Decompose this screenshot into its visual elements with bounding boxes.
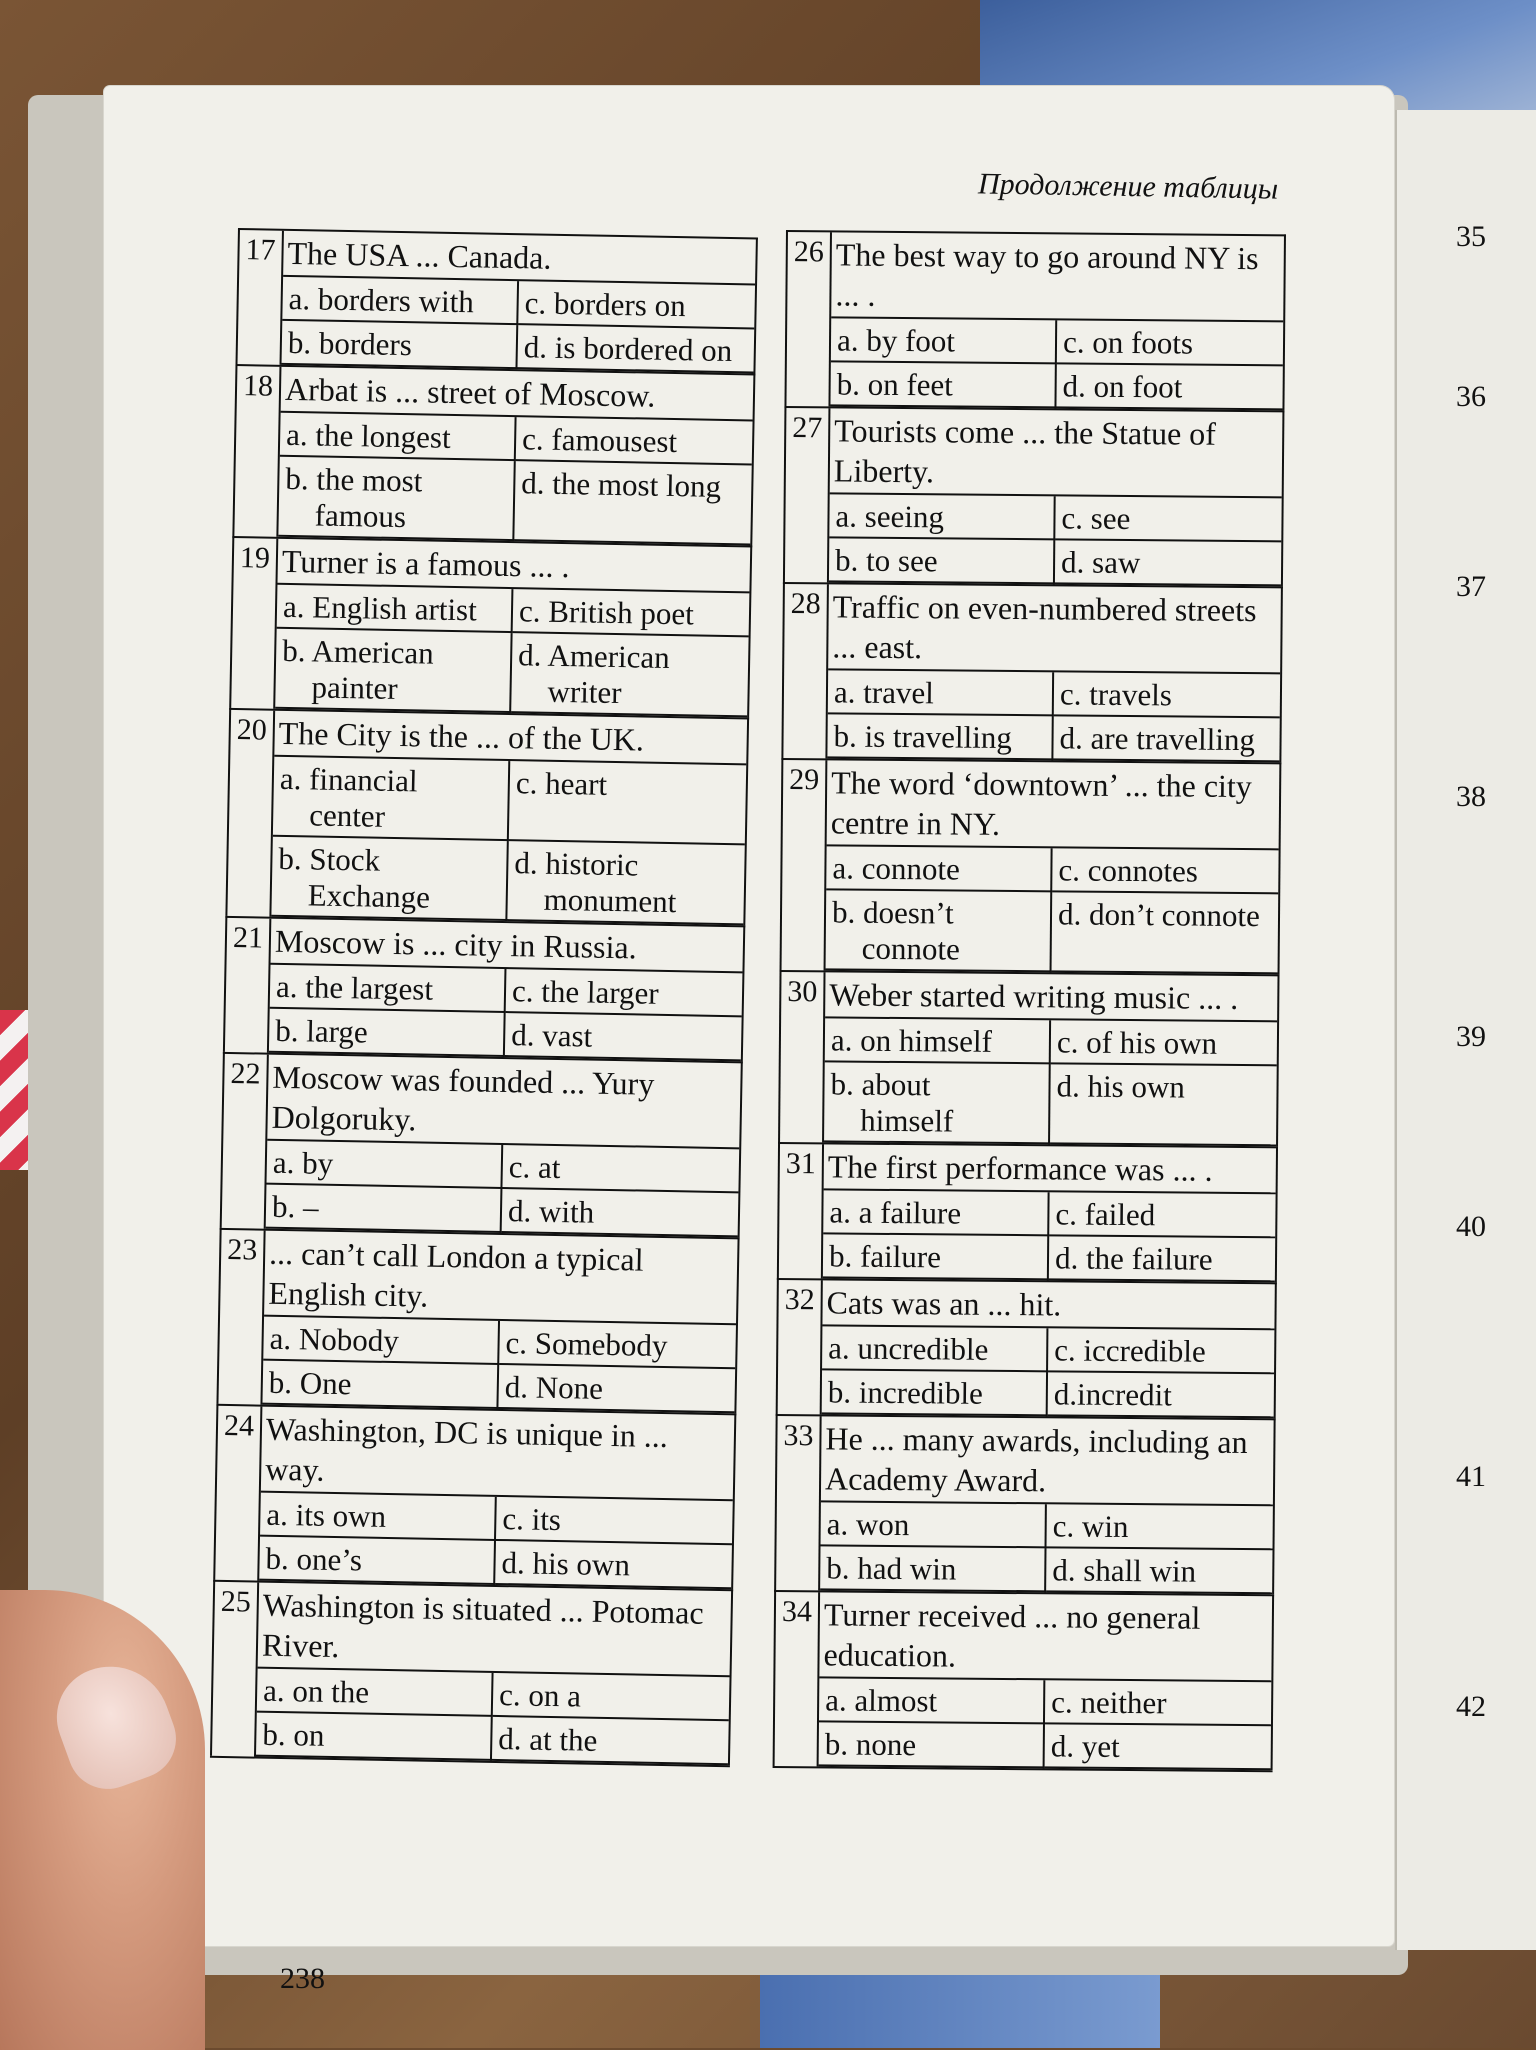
answer-option-text: b. on — [262, 1716, 325, 1753]
answer-option-continuation: connote — [861, 930, 961, 967]
question-item — [774, 1414, 1276, 1594]
answer-option — [495, 1541, 732, 1589]
answer-option — [1045, 1724, 1271, 1770]
question-item — [780, 758, 1282, 974]
answer-option-text: a. seeing — [835, 498, 945, 535]
question-item — [229, 536, 752, 718]
answer-option-text: d. yet — [1050, 1728, 1120, 1764]
answer-option-text: d. None — [504, 1369, 604, 1406]
answer-option — [275, 629, 512, 713]
facing-page-item-number: 36 — [1456, 380, 1486, 413]
answer-option-text: c. British poet — [518, 593, 695, 632]
answer-option-text: d. with — [507, 1193, 595, 1230]
page-header: Продолжение таблицы — [977, 167, 1279, 206]
answer-option-text: d. don’t connote — [1057, 896, 1260, 934]
answer-option-text: b. about — [830, 1066, 931, 1103]
question-text: The USA ... Canada. — [283, 231, 756, 286]
question-item — [777, 1142, 1278, 1282]
answer-option — [821, 1502, 1047, 1548]
answer-option-text: d. American — [517, 637, 671, 675]
answer-option — [831, 318, 1057, 364]
answer-option-text: a. the largest — [275, 968, 434, 1007]
answer-option-text: d. the most long — [521, 465, 722, 504]
question-text: Tourists come ... the Statue of Liberty. — [830, 408, 1283, 498]
answer-option-text: c. travels — [1059, 676, 1173, 713]
answer-option-text: d. is bordered on — [523, 329, 733, 369]
answer-option-text: c. famousest — [521, 421, 678, 460]
answer-option — [517, 325, 754, 373]
answer-option — [830, 362, 1056, 408]
question-text: Turner is a famous ... . — [277, 539, 750, 594]
answer-option — [829, 494, 1055, 540]
answer-option-continuation: painter — [311, 669, 398, 707]
answer-option — [1049, 1192, 1275, 1238]
answer-option — [822, 1326, 1048, 1372]
question-number: 31 — [779, 1144, 824, 1278]
question-text: The first performance was ... . — [824, 1144, 1276, 1194]
answer-option — [518, 281, 755, 329]
answer-option — [1055, 496, 1281, 542]
answer-option — [271, 837, 508, 921]
question-number: 28 — [783, 584, 829, 758]
answer-option — [825, 1018, 1051, 1064]
answer-option-text: c. the larger — [511, 973, 659, 1011]
answer-option-text: a. its own — [266, 1496, 387, 1534]
answer-option-text: b. One — [268, 1364, 352, 1402]
answer-option-text: c. borders on — [524, 285, 686, 324]
answer-option-text: c. connotes — [1058, 852, 1199, 889]
answer-option-text: a. almost — [825, 1682, 938, 1719]
answer-option — [266, 1141, 503, 1189]
answer-option — [1052, 892, 1279, 974]
answer-option-text: d.incredit — [1053, 1376, 1172, 1413]
answer-option-text: d. saw — [1060, 544, 1141, 581]
answer-option — [826, 846, 1052, 892]
question-number: 34 — [775, 1592, 821, 1766]
question-text: Arbat is ... street of Moscow. — [281, 367, 754, 422]
answer-option — [502, 1145, 739, 1193]
page-number: 238 — [280, 1962, 325, 1995]
answer-option — [257, 1669, 494, 1717]
question-number: 33 — [776, 1416, 822, 1590]
answer-option — [513, 589, 750, 637]
answer-option — [1054, 672, 1280, 718]
facing-page-item-number: 38 — [1456, 780, 1486, 813]
answer-option — [1049, 1236, 1275, 1282]
answer-option — [1048, 1328, 1274, 1374]
question-text: Traffic on even-numbered streets ... east. — [828, 584, 1281, 674]
answer-option — [828, 670, 1054, 716]
answer-option-text: c. on foots — [1062, 324, 1194, 361]
answer-option — [514, 461, 751, 545]
answer-option-text: b. to see — [834, 542, 938, 579]
answer-option-text: a. Nobody — [269, 1320, 400, 1359]
question-text: Moscow is ... city in Russia. — [271, 919, 744, 974]
answer-option — [516, 417, 753, 465]
answer-option — [823, 1190, 1049, 1236]
question-item — [236, 228, 758, 374]
answer-option-text: b. the most — [285, 460, 423, 499]
answer-option — [1053, 716, 1279, 762]
right-question-table — [773, 230, 1286, 1772]
question-number: 30 — [780, 972, 825, 1142]
answer-option — [823, 1234, 1049, 1280]
answer-option-text: c. iccredible — [1054, 1332, 1206, 1369]
answer-option — [1057, 320, 1283, 366]
question-number: 32 — [778, 1280, 823, 1414]
question-number: 23 — [218, 1230, 265, 1405]
question-number: 25 — [212, 1582, 259, 1757]
facing-page-item-number: 40 — [1456, 1210, 1486, 1243]
facing-page-item-number: 37 — [1456, 570, 1486, 603]
answer-option — [505, 1013, 742, 1061]
answer-option-text: b. on feet — [836, 366, 954, 403]
answer-option-text: b. Stock — [278, 840, 381, 878]
answer-option — [822, 1370, 1048, 1416]
answer-option — [262, 1361, 499, 1409]
question-item — [210, 1580, 733, 1765]
question-text: Cats was an ... hit. — [822, 1280, 1274, 1330]
question-item — [773, 1590, 1275, 1770]
answer-option — [492, 1717, 729, 1765]
question-text: Weber started writing music ... . — [825, 972, 1277, 1022]
answer-option-text: d. shall win — [1052, 1552, 1197, 1589]
facing-page-item-number: 39 — [1456, 1020, 1486, 1053]
answer-option — [1048, 1372, 1274, 1418]
answer-option — [273, 757, 510, 841]
answer-option-text: c. on a — [498, 1677, 582, 1714]
left-question-table — [210, 228, 758, 1767]
answer-option — [827, 714, 1053, 760]
answer-option — [270, 965, 507, 1013]
answer-option — [256, 1713, 493, 1761]
answer-option-text: c. see — [1061, 500, 1131, 537]
question-number: 27 — [785, 408, 831, 582]
question-number: 29 — [782, 760, 828, 970]
answer-option — [1056, 364, 1282, 410]
answer-option-text: c. win — [1052, 1508, 1129, 1545]
answer-option-text: d. at the — [498, 1721, 598, 1758]
answer-option — [277, 585, 514, 633]
hand — [0, 1590, 205, 2050]
question-text: The word ‘downtown’ ... the city centre in NY. — [827, 760, 1280, 850]
question-text: Washington is situated ... Potomac River. — [258, 1583, 731, 1678]
question-text: Turner received ... no general education. — [819, 1592, 1272, 1682]
question-text: The best way to go around NY is ... . — [831, 232, 1284, 322]
question-item — [781, 582, 1283, 762]
question-item — [778, 970, 1279, 1146]
facing-page-item-number: 41 — [1456, 1460, 1486, 1493]
answer-option-text: b. large — [274, 1012, 369, 1050]
answer-option — [1045, 1680, 1271, 1726]
facing-page-item-number: 42 — [1456, 1690, 1486, 1723]
question-item — [213, 1404, 736, 1589]
answer-option-text: d. his own — [1056, 1068, 1186, 1105]
answer-option — [266, 1185, 503, 1233]
answer-option — [269, 1009, 506, 1057]
answer-option-text: a. English artist — [282, 588, 478, 628]
answer-option-text: c. of his own — [1056, 1024, 1218, 1061]
answer-option-text: c. its — [502, 1501, 562, 1538]
answer-option-text: a. connote — [832, 850, 960, 887]
question-text: The City is the ... of the UK. — [274, 711, 747, 766]
answer-option-text: a. uncredible — [828, 1330, 989, 1367]
answer-option-text: b. failure — [828, 1238, 942, 1275]
question-item — [784, 230, 1286, 410]
answer-option-text: a. borders with — [288, 280, 475, 320]
answer-option-text: d. the failure — [1054, 1240, 1213, 1277]
answer-option — [263, 1317, 500, 1365]
answer-option — [507, 841, 744, 925]
question-item — [783, 406, 1285, 586]
answer-option — [826, 890, 1053, 972]
answer-option-text: a. a failure — [829, 1194, 962, 1231]
answer-option — [819, 1678, 1045, 1724]
answer-option-continuation: monument — [543, 881, 677, 920]
question-number: 17 — [238, 230, 284, 365]
answer-option — [1055, 540, 1281, 586]
answer-option-text: d. on foot — [1062, 368, 1183, 405]
answer-option — [819, 1722, 1045, 1768]
question-text: He ... many awards, including an Academy Award. — [821, 1416, 1274, 1506]
answer-option-text: a. by — [272, 1144, 334, 1181]
answer-option-text: b. doesn’t — [831, 894, 954, 931]
answer-option-text: a. travel — [833, 674, 934, 711]
answer-option — [506, 969, 743, 1017]
answer-option-text: d. historic — [514, 845, 639, 883]
answer-option — [1052, 848, 1278, 894]
answer-option-text: a. on the — [262, 1672, 370, 1710]
answer-option — [280, 413, 517, 461]
question-number: 19 — [231, 538, 278, 709]
answer-option-text: b. American — [281, 632, 435, 671]
answer-option-text: c. at — [508, 1149, 561, 1186]
answer-option-text: b. none — [824, 1726, 917, 1763]
answer-option-text: d. vast — [510, 1017, 593, 1054]
answer-option-text: c. Somebody — [505, 1325, 668, 1364]
answer-option — [498, 1365, 735, 1413]
question-number: 24 — [215, 1406, 262, 1581]
answer-option — [493, 1673, 730, 1721]
answer-option — [260, 1493, 497, 1541]
answer-option-text: a. the longest — [285, 416, 451, 455]
answer-option — [282, 321, 519, 369]
answer-option — [1046, 1548, 1272, 1594]
answer-option — [1050, 1064, 1277, 1146]
answer-option-text: c. heart — [515, 765, 608, 802]
question-number: 20 — [227, 710, 275, 917]
question-item — [776, 1278, 1277, 1418]
question-number: 18 — [234, 366, 281, 537]
answer-option-continuation: famous — [314, 497, 407, 535]
answer-option-continuation: center — [308, 797, 386, 834]
answer-option-text: b. borders — [287, 324, 413, 363]
question-item — [220, 1052, 743, 1237]
answer-option — [1047, 1504, 1273, 1550]
question-item — [216, 1228, 739, 1413]
answer-option-text: c. neither — [1051, 1684, 1167, 1721]
question-number: 26 — [786, 232, 832, 406]
answer-option — [820, 1546, 1046, 1592]
facing-page-item-number: 35 — [1456, 220, 1486, 253]
answer-option — [278, 457, 515, 541]
answer-option — [509, 761, 746, 845]
question-text: Washington, DC is unique in ... way. — [261, 1407, 734, 1502]
answer-option-text: b. had win — [826, 1550, 957, 1587]
answer-option-text: c. failed — [1055, 1196, 1156, 1233]
question-item — [223, 916, 745, 1062]
question-item — [232, 364, 755, 546]
answer-option — [1051, 1020, 1277, 1066]
question-text: Moscow was founded ... Yury Dolgoruky. — [267, 1055, 740, 1150]
answer-option-text: d. his own — [501, 1545, 631, 1583]
question-item — [225, 708, 749, 925]
question-number: 22 — [222, 1054, 269, 1229]
answer-option-continuation: writer — [547, 673, 622, 711]
answer-option-text: b. – — [271, 1188, 319, 1225]
answer-option-text: a. by foot — [836, 322, 956, 359]
answer-option — [259, 1537, 496, 1585]
answer-option-continuation: Exchange — [307, 877, 431, 915]
answer-option — [282, 277, 519, 325]
answer-option — [502, 1189, 739, 1237]
answer-option-text: b. incredible — [827, 1374, 983, 1411]
answer-option-text: a. won — [826, 1506, 910, 1543]
answer-option-text: b. is travelling — [833, 718, 1012, 755]
question-text: ... can’t call London a typical English city. — [264, 1231, 737, 1326]
answer-option-text: b. one’s — [265, 1540, 363, 1578]
answer-option — [511, 633, 748, 717]
answer-option — [829, 538, 1055, 584]
answer-option-text: a. on himself — [830, 1022, 993, 1059]
answer-option — [499, 1321, 736, 1369]
question-number: 21 — [225, 918, 271, 1053]
answer-option-text: a. financial — [279, 760, 418, 799]
answer-option — [496, 1497, 733, 1545]
answer-option — [824, 1062, 1051, 1144]
answer-option-continuation: himself — [860, 1102, 954, 1139]
answer-option-text: d. are travelling — [1059, 720, 1256, 758]
